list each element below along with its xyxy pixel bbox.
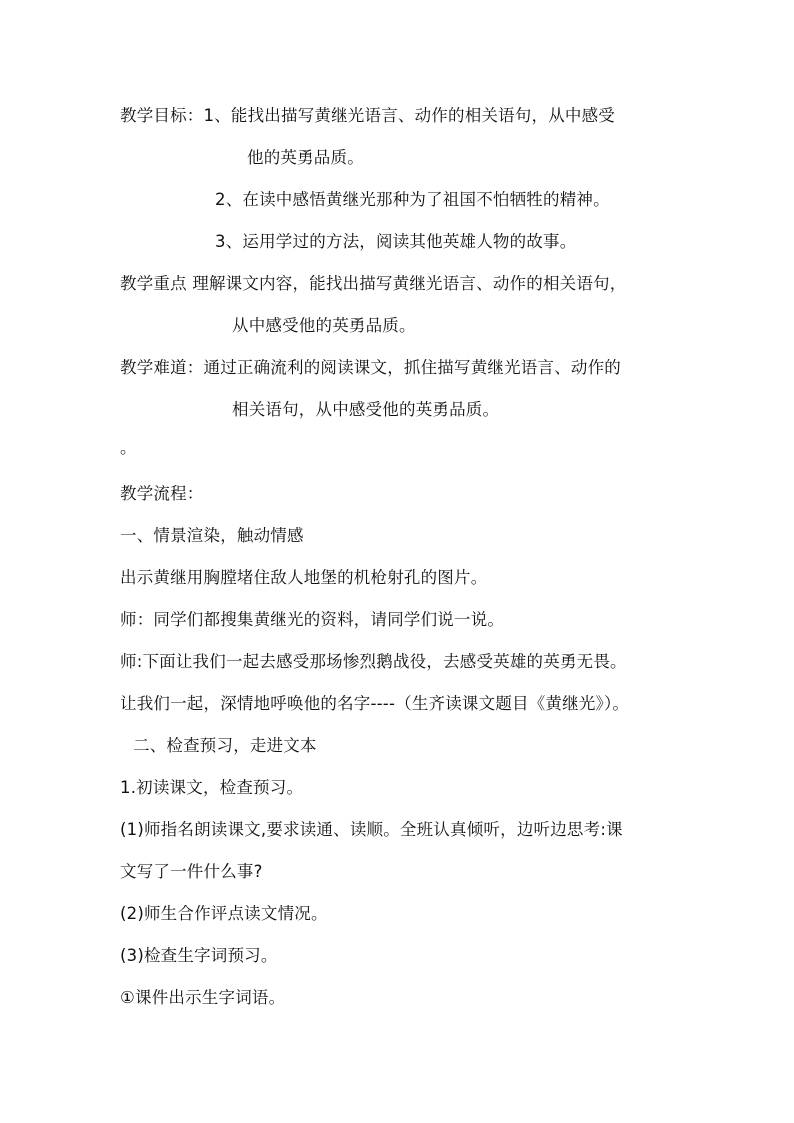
body-line-1: 出示黄继用胸膛堵住敌人地堡的机枪射孔的图片。 [120, 568, 488, 587]
key-point-line-cont: 从中感受他的英勇品质。 [232, 316, 416, 335]
step-1-3-line: (3)检查生字词预习。 [120, 946, 278, 965]
goal-line-3: 3、运用学过的方法，阅读其他英雄人物的故事。 [215, 232, 577, 251]
step-1-line: 1.初读课文，检查预习。 [120, 778, 304, 797]
body-line-3: 师:下面让我们一起去感受那场惨烈鹅战役，去感受英雄的英勇无畏。 [120, 652, 627, 671]
section-one-heading: 一、情景渲染，触动情感 [120, 526, 304, 545]
key-point-line: 教学重点 理解课文内容，能找出描写黄继光语言、动作的相关语句， [120, 274, 627, 293]
process-heading: 教学流程： [120, 484, 204, 503]
step-1-1-line-cont: 文写了一件什么事? [120, 862, 263, 881]
step-circled-1-line: ①课件出示生字词语。 [120, 988, 286, 1007]
difficulty-line-cont: 相关语句，从中感受他的英勇品质。 [232, 400, 500, 419]
goal-line-2: 2、在读中感悟黄继光那种为了祖国不怕牺牲的精神。 [215, 190, 610, 209]
body-line-4: 让我们一起，深情地呼唤他的名字----（生齐读课文题目《黄继光》）。 [120, 694, 630, 713]
difficulty-line: 教学难道：通过正确流利的阅读课文，抓住描写黄继光语言、动作的 [120, 358, 621, 377]
step-1-2-line: (2)师生合作评点读文情况。 [120, 904, 328, 923]
section-two-heading: 二、检查预习，走进文本 [133, 736, 317, 755]
goal-line-1: 教学目标：1、能找出描写黄继光语言、动作的相关语句，从中感受 [120, 106, 615, 125]
step-1-1-line: (1)师指名朗读课文,要求读通、读顺。全班认真倾听，边听边思考:课 [120, 820, 623, 839]
body-line-2: 师：同学们都搜集黄继光的资料，请同学们说一说。 [120, 610, 505, 629]
stray-period-line: 。 [120, 438, 137, 457]
goal-line-1-cont: 他的英勇品质。 [247, 148, 364, 167]
